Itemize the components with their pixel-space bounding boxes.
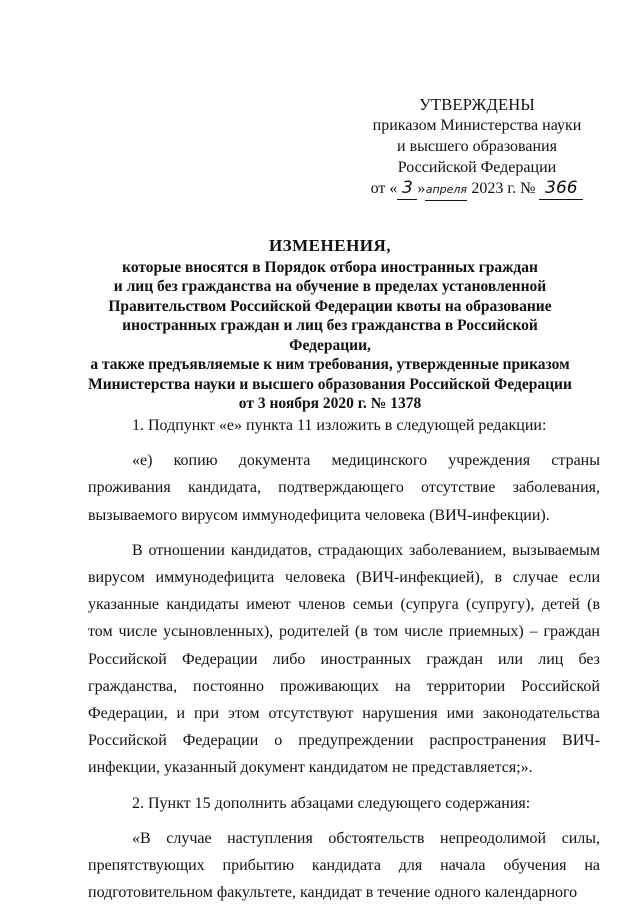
body-paragraph: «В случае наступления обстоятельств непреодолимой силы, препятствующих прибытию кандидата для начала обучения на подготовительном факультете, кандидат в течение одного календарного xyxy=(88,829,600,902)
title-line: иностранных граждан и лиц без гражданства в Российской Федерации, xyxy=(122,317,538,354)
title-line: которые вносятся в Порядок отбора иностранных граждан xyxy=(122,258,538,276)
title-line: от 3 ноября 2020 г. № 1378 xyxy=(238,395,422,412)
document-title: ИЗМЕНЕНИЯ, xyxy=(268,236,392,255)
approval-heading: УТВЕРЖДЕНЫ xyxy=(419,95,535,114)
document-body xyxy=(88,412,600,906)
title-line: а также предъявляемые к ним требования, утвержденные приказом xyxy=(90,356,570,373)
date-year: 2023 г. № xyxy=(471,180,536,197)
approval-line-2: и высшего образования xyxy=(397,138,557,155)
title-line: и лиц без гражданства на обучение в пределах установленной xyxy=(113,278,547,295)
approval-stamp-block xyxy=(352,94,602,201)
body-paragraph: 2. Пункт 15 дополнить абзацами следующего содержания: xyxy=(132,794,531,812)
approval-date-line xyxy=(352,178,602,201)
handwritten-day: 3 xyxy=(397,178,417,200)
body-paragraph: «е) копию документа медицинского учреждения страны проживания кандидата, подтверждающего отсутствие заболевания, вызываемого вирусом иммунодефицита человека (ВИЧ-инфекции). xyxy=(88,452,600,524)
title-line: Министерства науки и высшего образования Российской Федерации xyxy=(88,375,572,393)
handwritten-month: апреля xyxy=(425,179,467,201)
date-quote-close: » xyxy=(417,180,426,197)
title-line: Правительством Российской Федерации квоты на образование xyxy=(108,297,552,315)
approval-line-1: приказом Министерства науки xyxy=(372,117,582,134)
approval-line-3: Российской Федерации xyxy=(397,159,557,176)
document-title-block xyxy=(80,236,580,414)
handwritten-order-number: 366 xyxy=(539,178,583,200)
date-prefix: от « xyxy=(370,180,398,197)
body-paragraph: 1. Подпункт «е» пункта 11 изложить в следующей редакции: xyxy=(132,417,547,434)
body-paragraph: В отношении кандидатов, страдающих заболеванием, вызываемым вирусом иммунодефицита человека (ВИЧ-инфекцией), в случае если указанные кандидаты имеют членов семьи (супруга (супругу), детей (в том числе усыновленных), родителей (в том числе приемных) – граждан Российской Федерации либо иностранных граждан или лиц без гражданства, постоянно проживающих на территории Российской Федерации, и при этом отсутствуют нарушения ими законодательства Российской Федерации о предупреждении распространения ВИЧ-инфекции, указанный документ кандидатом не представляется;». xyxy=(88,541,600,777)
